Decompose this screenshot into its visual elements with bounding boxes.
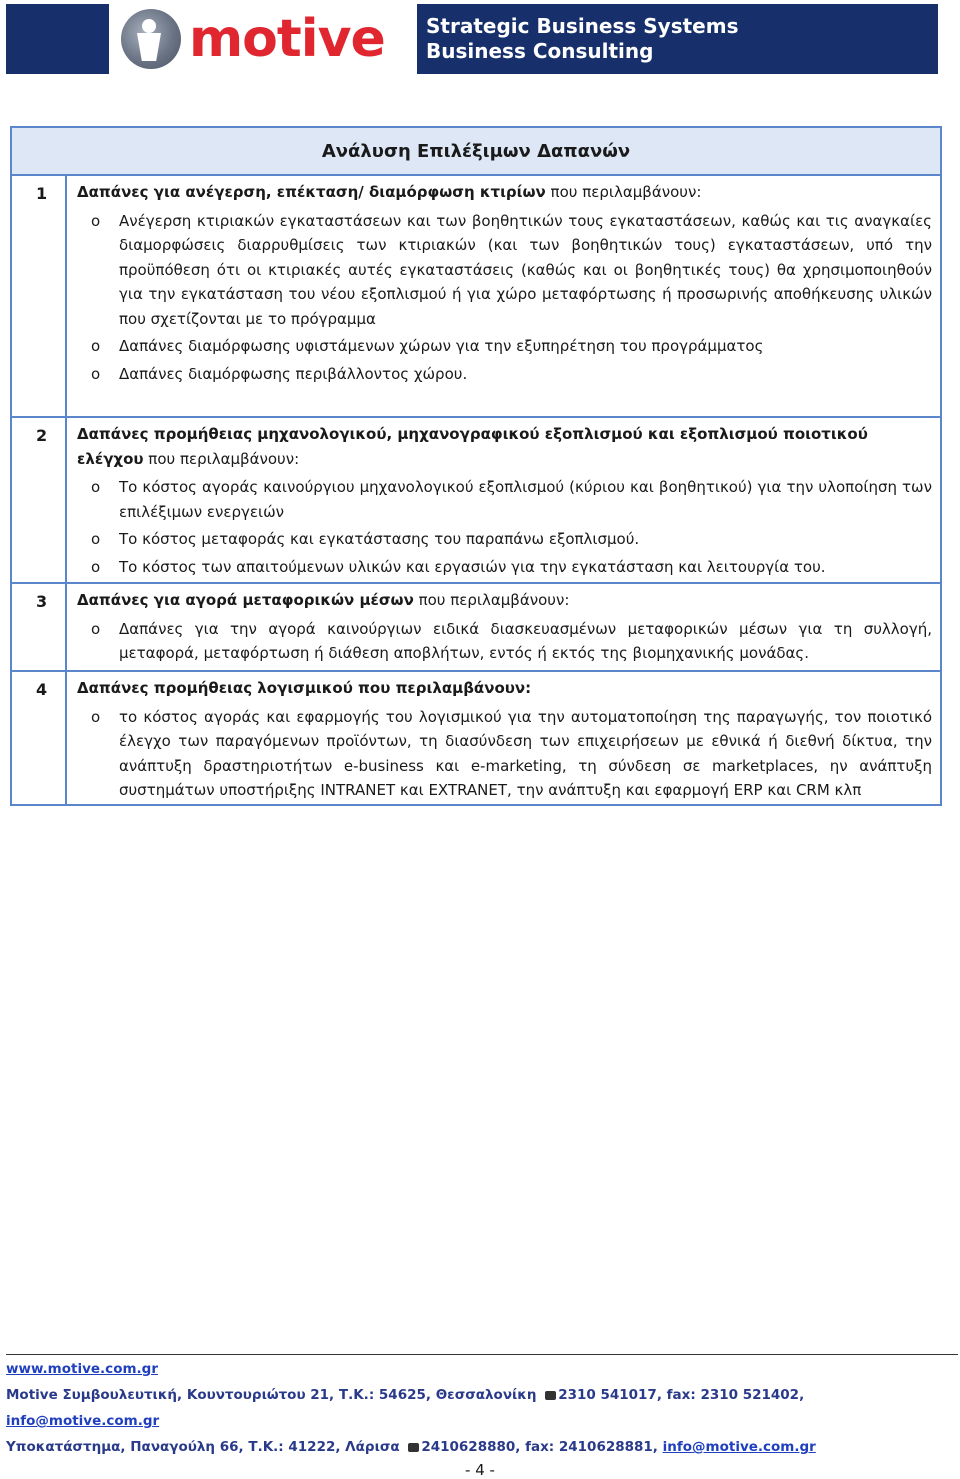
row-number: 2 [12, 418, 67, 582]
row-number: 4 [12, 672, 67, 804]
row-heading: Δαπάνες προμήθειας μηχανολογικού, μηχανογραφικού εξοπλισμού και εξοπλισμού ποιοτικού ελέγχου που περιλαμβάνουν: [77, 425, 868, 468]
row-heading: Δαπάνες για ανέγερση, επέκταση/ διαμόρφωση κτιρίων που περιλαμβάνουν: [77, 183, 702, 201]
logo-person-icon [121, 9, 181, 69]
list-item: o το κόστος αγοράς και εφαρμογής του λογισμικού για την αυτοματοποίηση της παραγωγής, τον ποιοτικό έλεγχο των παραγόμενων προϊόντων, τη διασύνδεση των επιχειρήσεων με εθνικά ή διεθνή δίκτυα, την ανάπτυξη δραστηριοτήτων e-business και e-marketing, τη σύνδεση σε marketplaces, ην ανάπτυξη συστημάτων υποστήριξης INTRANET και EXTRANET, την ανάπτυξη και εφαρμογή ERP και CRM κλπ [77, 705, 932, 803]
tagline [426, 14, 738, 64]
table-title: Ανάλυση Επιλέξιμων Δαπανών [12, 128, 940, 176]
bullet-icon: o [91, 478, 101, 496]
bullet-icon: o [91, 337, 101, 355]
row-number: 3 [12, 584, 67, 670]
bullet-icon: o [91, 530, 101, 548]
phone-icon [408, 1443, 419, 1452]
footer-address-2: Υποκατάστημα, Παναγούλη 66, Τ.Κ.: 41222, Λάρισα 2410628880, fax: 2410628881, info@motive.com.gr [6, 1439, 816, 1455]
tagline-line1: Strategic Business Systems [426, 14, 739, 38]
email-link[interactable]: info@motive.com.gr [6, 1413, 160, 1429]
bullet-icon: o [91, 557, 101, 576]
list-item: o Δαπάνες διαμόρφωσης υφιστάμενων χώρων για την εξυπηρέτηση του προγράμματος [77, 334, 932, 359]
bullet-icon: o [91, 707, 101, 726]
phone-icon [545, 1391, 556, 1400]
logo-text: motive [189, 9, 385, 69]
list-item: o Ανέγερση κτιριακών εγκαταστάσεων και των βοηθητικών τους εγκαταστάσεων, καθώς και τις αναγκαίες διαμορφώσεις διαρρυθμίσεις των κτιριακών (και των βοηθητικών τους) εγκαταστάσεων, υπό την προϋπόθεση ότι οι κτιριακές αυτές εγκαταστάσεις (καθώς και οι βοηθητικές τους) θα χρησιμοποιηθούν για την εγκατάσταση του νέου εξοπλισμού ή για χώρο μεταφόρτωσης ή προσωρινής αποθήκευσης υλικών που σχετίζονται με το πρόγραμμα [77, 209, 932, 332]
page-number: - 4 - [465, 1461, 495, 1479]
footer [6, 1356, 960, 1460]
list-item: o Δαπάνες διαμόρφωσης περιβάλλοντος χώρου. [77, 362, 932, 387]
bullet-icon: o [91, 619, 101, 638]
list-item: o Το κόστος των απαιτούμενων υλικών και εργασιών για την εγκατάσταση και λειτουργία του. [77, 555, 932, 580]
row-content [67, 176, 940, 416]
row-content [67, 584, 940, 670]
list-item: o Δαπάνες για την αγορά καινούργιων ειδικά διασκευασμένων μεταφορικών μέσων για τη συλλογή, μεταφορά, μεταφόρτωση ή διάθεση αποβλήτων, εντός ή εκτός της βιομηχανικής μονάδας. [77, 617, 932, 666]
table-row [12, 176, 940, 418]
row-content [67, 418, 940, 582]
row-content [67, 672, 940, 804]
row-heading: Δαπάνες προμήθειας λογισμικού που περιλαμβάνουν: [77, 679, 532, 697]
table-row [12, 584, 940, 672]
email-link[interactable]: info@motive.com.gr [662, 1439, 816, 1455]
website-link[interactable]: www.motive.com.gr [6, 1361, 158, 1377]
eligible-costs-table [10, 126, 942, 806]
tagline-line2: Business Consulting [426, 39, 654, 63]
row-number: 1 [12, 176, 67, 416]
logo [109, 4, 417, 74]
table-row [12, 418, 940, 584]
table-row [12, 672, 940, 804]
footer-divider [6, 1354, 958, 1355]
footer-address-1: Motive Συμβουλευτική, Κουντουριώτου 21, Τ.Κ.: 54625, Θεσσαλονίκη 2310 541017, fax: 2310 521402, info@motive.com.gr [6, 1387, 805, 1429]
row-heading: Δαπάνες για αγορά μεταφορικών μέσων που περιλαμβάνουν: [77, 591, 570, 609]
bullet-icon: o [91, 364, 101, 383]
list-item: o Το κόστος αγοράς καινούργιου μηχανολογικού εξοπλισμού (κύριου και βοηθητικού) για την υλοποίηση των επιλέξιμων ενεργειών [77, 475, 932, 524]
bullet-icon: o [91, 211, 101, 230]
list-item: o Το κόστος μεταφοράς και εγκατάστασης του παραπάνω εξοπλισμού. [77, 527, 932, 552]
header-banner [6, 4, 938, 74]
